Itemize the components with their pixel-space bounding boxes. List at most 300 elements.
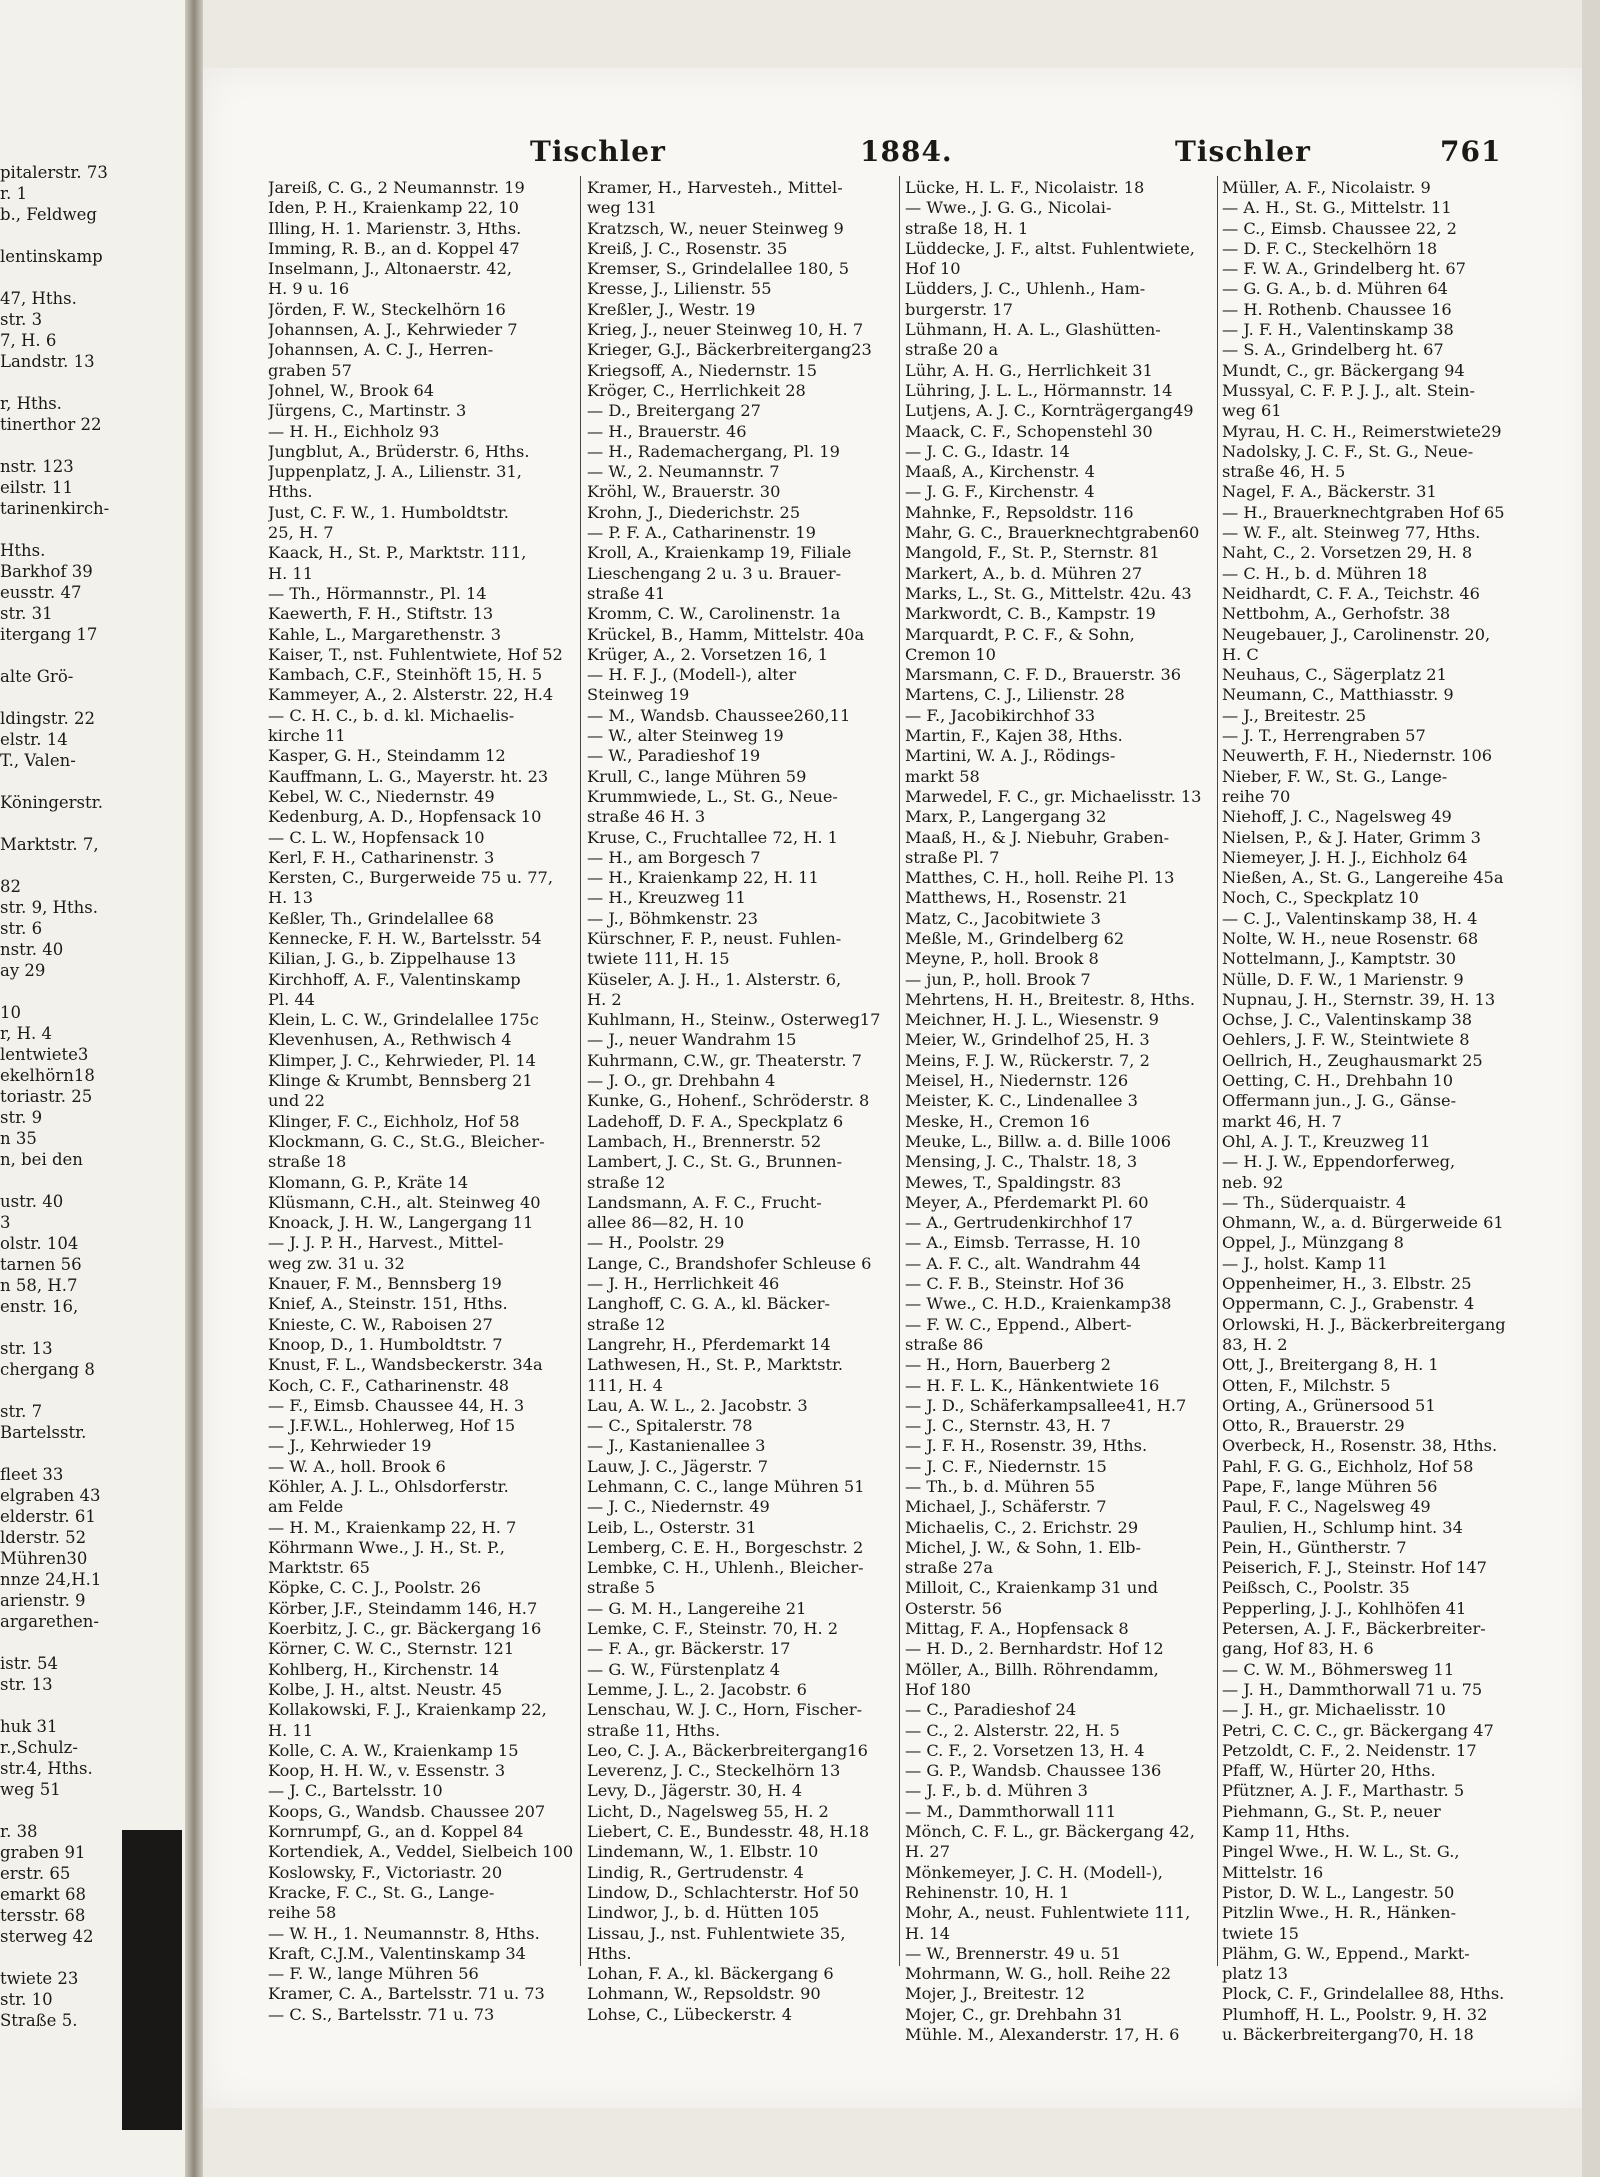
facing-page-line: 7, H. 6: [0, 331, 57, 350]
directory-entry: Lohse, C., Lübeckerstr. 4: [587, 2004, 793, 2024]
directory-entry: H. 13: [268, 888, 314, 908]
directory-entry: — J. F., b. d. Mühren 3: [905, 1781, 1088, 1801]
directory-entry: Oehlers, J. F. W., Steintwiete 8: [1222, 1030, 1470, 1050]
directory-entry: Johnel, W., Brook 64: [268, 380, 435, 400]
directory-entry: straße 86: [905, 1334, 984, 1354]
directory-entry: Markert, A., b. d. Mühren 27: [905, 563, 1143, 583]
directory-entry: Kreiß, J. C., Rosenstr. 35: [587, 238, 788, 258]
facing-page-line: 10: [0, 1003, 21, 1022]
directory-entry: Mojer, J., Breitestr. 12: [905, 1984, 1085, 2004]
directory-entry: und 22: [268, 1091, 325, 1111]
directory-entry: Knust, F. L., Wandsbeckerstr. 34a: [268, 1355, 543, 1375]
facing-page-line: str. 3: [0, 310, 43, 329]
facing-page-line: eilstr. 11: [0, 478, 73, 497]
directory-entry: Lühmann, H. A. L., Glashütten-: [905, 320, 1161, 340]
facing-page-line: fleet 33: [0, 1465, 64, 1484]
directory-entry: — F., Jacobikirchhof 33: [905, 705, 1096, 725]
directory-entry: Mewes, T., Spaldingstr. 83: [905, 1172, 1122, 1192]
directory-entry: — J. C., Sternstr. 43, H. 7: [905, 1416, 1112, 1436]
directory-entry: — W., 2. Neumannstr. 7: [587, 462, 780, 482]
directory-entry: Oppenheimer, H., 3. Elbstr. 25: [1222, 1274, 1472, 1294]
directory-entry: am Felde: [268, 1497, 344, 1517]
page-number: 761: [1440, 135, 1502, 168]
directory-entry: — C. J., Valentinskamp 38, H. 4: [1222, 908, 1478, 928]
facing-page-line: lderstr. 52: [0, 1528, 87, 1547]
directory-entry: — C. F. B., Steinstr. Hof 36: [905, 1274, 1125, 1294]
directory-entry: — F. W. C., Eppend., Albert-: [905, 1314, 1132, 1334]
directory-entry: Oppermann, C. J., Grabenstr. 4: [1222, 1294, 1475, 1314]
directory-entry: — C. W. M., Böhmersweg 11: [1222, 1659, 1455, 1679]
directory-entry: Knoack, J. H. W., Langergang 11: [268, 1213, 534, 1233]
directory-entry: Johannsen, A. C. J., Herren-: [268, 340, 494, 360]
directory-entry: — A. H., St. G., Mittelstr. 11: [1222, 198, 1452, 218]
facing-page-line: [0, 855, 185, 876]
directory-entry: straße Pl. 7: [905, 847, 1000, 867]
directory-entry: — F. W., lange Mühren 56: [268, 1964, 479, 1984]
directory-entry: — J. T., Herrengraben 57: [1222, 726, 1426, 746]
directory-entry: markt 58: [905, 766, 980, 786]
directory-entry: Knauer, F. M., Bennsberg 19: [268, 1274, 502, 1294]
directory-entry: Köpke, C. C. J., Poolstr. 26: [268, 1578, 481, 1598]
facing-page-line: graben 91: [0, 1843, 86, 1862]
directory-entry: Naht, C., 2. Vorsetzen 29, H. 8: [1222, 543, 1473, 563]
directory-entry: Lindow, D., Schlachterstr. Hof 50: [587, 1882, 859, 1902]
directory-entry: Cremon 10: [905, 644, 996, 664]
directory-entry: Hths.: [587, 1943, 632, 1963]
directory-entry: Pahl, F. G. G., Eichholz, Hof 58: [1222, 1456, 1474, 1476]
directory-entry: Krückel, B., Hamm, Mittelstr. 40a: [587, 624, 865, 644]
header-left-title: Tischler: [530, 135, 666, 168]
column-rule: [1217, 176, 1218, 1966]
directory-entry: Markwordt, C. B., Kampstr. 19: [905, 604, 1156, 624]
directory-entry: Leib, L., Osterstr. 31: [587, 1517, 757, 1537]
directory-entry: — H., Kraienkamp 22, H. 11: [587, 868, 819, 888]
directory-entry: Kasper, G. H., Steindamm 12: [268, 746, 506, 766]
facing-page-line: str. 7: [0, 1402, 43, 1421]
directory-entry: Mönch, C. F. L., gr. Bäckergang 42,: [905, 1822, 1195, 1842]
directory-entry: Pfaff, W., Hürter 20, Hths.: [1222, 1761, 1436, 1781]
directory-entry: Peiserich, F. J., Steinstr. Hof 147: [1222, 1558, 1487, 1578]
directory-entry: Nagel, F. A., Bäckerstr. 31: [1222, 482, 1437, 502]
directory-entry: Nülle, D. F. W., 1 Marienstr. 9: [1222, 969, 1464, 989]
directory-entry: Lühr, A. H. G., Herrlichkeit 31: [905, 360, 1153, 380]
directory-entry: Otten, F., Milchstr. 5: [1222, 1375, 1391, 1395]
directory-entry: Kracke, F. C., St. G., Lange-: [268, 1882, 495, 1902]
directory-entry: — S. A., Grindelberg ht. 67: [1222, 340, 1444, 360]
directory-column-4: [1222, 178, 1534, 2045]
directory-entry: Milloit, C., Kraienkamp 31 und: [905, 1578, 1159, 1598]
directory-entry: Michaelis, C., 2. Erichstr. 29: [905, 1517, 1139, 1537]
directory-entry: Jungblut, A., Brüderstr. 6, Hths.: [268, 441, 530, 461]
facing-page-line: lentwiete3: [0, 1045, 89, 1064]
directory-entry: H. 11: [268, 1720, 314, 1740]
directory-entry: straße 5: [587, 1578, 656, 1598]
facing-page-line: pitalerstr. 73: [0, 163, 108, 182]
directory-entry: reihe 58: [268, 1903, 337, 1923]
directory-entry: Koch, C. F., Catharinenstr. 48: [268, 1375, 510, 1395]
facing-page-line: sterweg 42: [0, 1927, 94, 1946]
directory-entry: Meins, F. J. W., Rückerstr. 7, 2: [905, 1050, 1150, 1070]
directory-entry: Lindemann, W., 1. Elbstr. 10: [587, 1842, 819, 1862]
directory-entry: straße 11, Hths.: [587, 1720, 721, 1740]
facing-page-line: toriastr. 25: [0, 1087, 93, 1106]
directory-entry: Meisel, H., Niedernstr. 126: [905, 1071, 1129, 1091]
directory-entry: — H., Rademachergang, Pl. 19: [587, 441, 840, 461]
facing-page-line: ustr. 40: [0, 1192, 64, 1211]
directory-entry: Mühle. M., Alexanderstr. 17, H. 6: [905, 2025, 1180, 2045]
header-year: 1884.: [860, 135, 953, 168]
directory-entry: Matthes, C. H., holl. Reihe Pl. 13: [905, 868, 1175, 888]
directory-entry: Krieg, J., neuer Steinweg 10, H. 7: [587, 320, 864, 340]
directory-entry: Ohl, A. J. T., Kreuzweg 11: [1222, 1131, 1431, 1151]
directory-entry: Langhoff, C. G. A., kl. Bäcker-: [587, 1294, 830, 1314]
directory-entry: — W. F., alt. Steinweg 77, Hths.: [1222, 523, 1481, 543]
directory-entry: Oetting, C. H., Drehbahn 10: [1222, 1071, 1454, 1091]
directory-entry: Pingel Wwe., H. W. L., St. G.,: [1222, 1842, 1460, 1862]
facing-page-line: n 35: [0, 1129, 37, 1148]
facing-page-line: [0, 687, 185, 708]
directory-entry: — A. F. C., alt. Wandrahm 44: [905, 1253, 1141, 1273]
directory-entry: Kröhl, W., Brauerstr. 30: [587, 482, 781, 502]
directory-entry: 25, H. 7: [268, 523, 334, 543]
facing-page-line: tarnen 56: [0, 1255, 82, 1274]
directory-entry: Klüsmann, C.H., alt. Steinweg 40: [268, 1192, 541, 1212]
directory-entry: Pepperling, J. J., Kohlhöfen 41: [1222, 1598, 1467, 1618]
directory-entry: — J. C. F., Niedernstr. 15: [905, 1456, 1107, 1476]
directory-entry: Nieber, F. W., St. G., Lange-: [1222, 766, 1448, 786]
directory-entry: — Wwe., C. H.D., Kraienkamp38: [905, 1294, 1172, 1314]
facing-page-line: weg 51: [0, 1780, 61, 1799]
facing-page-line: [0, 372, 185, 393]
directory-entry: Overbeck, H., Rosenstr. 38, Hths.: [1222, 1436, 1498, 1456]
directory-entry: Lambach, H., Brennerstr. 52: [587, 1131, 822, 1151]
directory-entry: — P. F. A., Catharinenstr. 19: [587, 523, 816, 543]
facing-page-line: n 58, H.7: [0, 1276, 78, 1295]
directory-entry: Landsmann, A. F. C., Frucht-: [587, 1192, 822, 1212]
directory-entry: — H. J. W., Eppendorferweg,: [1222, 1152, 1456, 1172]
directory-entry: Kratzsch, W., neuer Steinweg 9: [587, 218, 844, 238]
directory-entry: reihe 70: [1222, 786, 1291, 806]
directory-entry: weg zw. 31 u. 32: [268, 1253, 405, 1273]
directory-entry: Lutjens, A. J. C., Kornträgergang49: [905, 401, 1194, 421]
directory-entry: — C., Paradieshof 24: [905, 1700, 1077, 1720]
directory-entry: Mussyal, C. F. P. J. J., alt. Stein-: [1222, 380, 1475, 400]
facing-page-line: [0, 435, 185, 456]
directory-entry: Lambert, J. C., St. G., Brunnen-: [587, 1152, 843, 1172]
directory-entry: H. 11: [268, 563, 314, 583]
directory-entry: burgerstr. 17: [905, 299, 1013, 319]
directory-entry: — H., am Borgesch 7: [587, 847, 761, 867]
directory-entry: — H., Horn, Bauerberg 2: [905, 1355, 1111, 1375]
binding-shadow: [122, 1830, 182, 2130]
directory-entry: Myrau, H. C. H., Reimerstwiete29: [1222, 421, 1502, 441]
facing-page-line: str.4, Hths.: [0, 1759, 93, 1778]
directory-entry: Kilian, J. G., b. Zippelhause 13: [268, 949, 516, 969]
directory-entry: Nießen, A., St. G., Langereihe 45a: [1222, 868, 1504, 888]
directory-entry: Nupnau, J. H., Sternstr. 39, H. 13: [1222, 989, 1496, 1009]
facing-page-line: T., Valen-: [0, 751, 76, 770]
directory-entry: — D. F. C., Steckelhörn 18: [1222, 238, 1438, 258]
directory-entry: Mensing, J. C., Thalstr. 18, 3: [905, 1152, 1138, 1172]
directory-entry: Marx, P., Langergang 32: [905, 807, 1107, 827]
directory-entry: Lange, C., Brandshofer Schleuse 6: [587, 1253, 872, 1273]
directory-entry: Petersen, A. J. F., Bäckerbreiter-: [1222, 1619, 1486, 1639]
directory-entry: Leverenz, J. C., Steckelhörn 13: [587, 1761, 841, 1781]
directory-entry: Mohrmann, W. G., holl. Reihe 22: [905, 1964, 1172, 1984]
directory-entry: H. 9 u. 16: [268, 279, 350, 299]
directory-entry: Meister, K. C., Lindenallee 3: [905, 1091, 1138, 1111]
directory-entry: straße 41: [587, 583, 666, 603]
directory-entry: Kebel, W. C., Niedernstr. 49: [268, 786, 495, 806]
directory-entry: — J., Kehrwieder 19: [268, 1436, 432, 1456]
directory-entry: Lindig, R., Gertrudenstr. 4: [587, 1862, 804, 1882]
facing-page-line: elderstr. 61: [0, 1507, 96, 1526]
directory-entry: Meier, W., Grindelhof 25, H. 3: [905, 1030, 1150, 1050]
directory-entry: Niemeyer, J. H. J., Eichholz 64: [1222, 847, 1468, 867]
facing-page-line: Straße 5.: [0, 2011, 78, 2030]
directory-entry: Iden, P. H., Kraienkamp 22, 10: [268, 198, 519, 218]
directory-entry: Mittelstr. 16: [1222, 1862, 1324, 1882]
directory-entry: — H. F. L. K., Hänkentwiete 16: [905, 1375, 1160, 1395]
directory-entry: Kramer, H., Harvesteh., Mittel-: [587, 178, 843, 197]
directory-entry: — J. O., gr. Drehbahn 4: [587, 1071, 776, 1091]
directory-entry: twiete 111, H. 15: [587, 949, 730, 969]
directory-entry: Neidhardt, C. F. A., Teichstr. 46: [1222, 583, 1480, 603]
directory-entry: — J. F. H., Rosenstr. 39, Hths.: [905, 1436, 1148, 1456]
directory-entry: — G. M. H., Langereihe 21: [587, 1598, 807, 1618]
directory-entry: gang, Hof 83, H. 6: [1222, 1639, 1374, 1659]
facing-page-line: [0, 771, 185, 792]
directory-entry: Mahr, G. C., Brauerknechtgraben60: [905, 523, 1200, 543]
directory-entry: Mehrtens, H. H., Breitestr. 8, Hths.: [905, 989, 1196, 1009]
directory-entry: Klinger, F. C., Eichholz, Hof 58: [268, 1111, 520, 1131]
book-gutter: [185, 0, 203, 2177]
facing-page-line: nnze 24,H.1: [0, 1570, 102, 1589]
directory-entry: Lemme, J. L., 2. Jacobstr. 6: [587, 1679, 807, 1699]
facing-page-line: Köningerstr.: [0, 793, 103, 812]
directory-entry: Ochse, J. C., Valentinskamp 38: [1222, 1010, 1473, 1030]
directory-entry: — C. L. W., Hopfensack 10: [268, 827, 485, 847]
directory-entry: Kraft, C.J.M., Valentinskamp 34: [268, 1943, 526, 1963]
directory-entry: Meyne, P., holl. Brook 8: [905, 949, 1099, 969]
directory-entry: Rehinenstr. 10, H. 1: [905, 1882, 1070, 1902]
directory-entry: Plähm, G. W., Eppend., Markt-: [1222, 1943, 1470, 1963]
directory-entry: Meuke, L., Billw. a. d. Bille 1006: [905, 1131, 1172, 1151]
directory-column-3: [905, 178, 1217, 2045]
facing-page-line: emarkt 68: [0, 1885, 87, 1904]
directory-entry: — J. D., Schäferkampsallee41, H.7: [905, 1395, 1187, 1415]
directory-entry: Möller, A., Billh. Röhrendamm,: [905, 1659, 1159, 1679]
directory-entry: Johannsen, A. J., Kehrwieder 7: [268, 320, 518, 340]
directory-entry: Kornrumpf, G., an d. Koppel 84: [268, 1822, 524, 1842]
directory-entry: Meßle, M., Grindelberg 62: [905, 928, 1125, 948]
directory-entry: Köhler, A. J. L., Ohlsdorferstr.: [268, 1477, 509, 1496]
facing-page-line: [0, 267, 185, 288]
directory-entry: Lieschengang 2 u. 3 u. Brauer-: [587, 563, 842, 583]
directory-entry: Pein, H., Güntherstr. 7: [1222, 1537, 1407, 1557]
directory-entry: Knieste, C. W., Raboisen 27: [268, 1314, 493, 1334]
directory-entry: Mönkemeyer, J. C. H. (Modell-),: [905, 1862, 1163, 1882]
directory-entry: Mojer, C., gr. Drehbahn 31: [905, 2004, 1124, 2024]
directory-entry: Hof 10: [905, 259, 961, 279]
facing-page-line: r, H. 4: [0, 1024, 52, 1043]
directory-entry: Marks, L., St. G., Mittelstr. 42u. 43: [905, 583, 1192, 603]
directory-entry: Kaiser, T., nst. Fuhlentwiete, Hof 52: [268, 644, 563, 664]
directory-entry: Klevenhusen, A., Rethwisch 4: [268, 1030, 512, 1050]
directory-entry: Jörden, F. W., Steckelhörn 16: [268, 299, 506, 319]
directory-entry: Klimper, J. C., Kehrwieder, Pl. 14: [268, 1050, 536, 1070]
facing-page-line: ay 29: [0, 961, 46, 980]
directory-entry: straße 12: [587, 1172, 666, 1192]
directory-entry: Lauw, J. C., Jägerstr. 7: [587, 1456, 768, 1476]
directory-entry: Knoop, D., 1. Humboldtstr. 7: [268, 1334, 503, 1354]
directory-entry: Kröger, C., Herrlichkeit 28: [587, 380, 806, 400]
directory-entry: — J. G. F., Kirchenstr. 4: [905, 482, 1095, 502]
facing-page-line: [0, 1443, 185, 1464]
directory-entry: Klinge & Krumbt, Bennsberg 21: [268, 1071, 533, 1091]
directory-entry: Kuhlmann, H., Steinw., Osterweg17: [587, 1010, 881, 1030]
directory-entry: Kruse, C., Fruchtallee 72, H. 1: [587, 827, 838, 847]
directory-entry: Niehoff, J. C., Nagelsweg 49: [1222, 807, 1452, 827]
directory-entry: — A., Gertrudenkirchhof 17: [905, 1213, 1133, 1233]
facing-page-line: r. 1: [0, 184, 28, 203]
directory-entry: Kuhrmann, C.W., gr. Theaterstr. 7: [587, 1050, 862, 1070]
directory-entry: — J., Kastanienallee 3: [587, 1436, 766, 1456]
facing-page-line: r, Hths.: [0, 394, 62, 413]
directory-entry: Kolle, C. A. W., Kraienkamp 15: [268, 1740, 519, 1760]
directory-entry: Knief, A., Steinstr. 151, Hths.: [268, 1294, 508, 1314]
column-rule: [580, 176, 581, 1966]
facing-page-line: elstr. 14: [0, 730, 68, 749]
directory-entry: — H., Poolstr. 29: [587, 1233, 725, 1253]
facing-page-line: Barkhof 39: [0, 562, 93, 581]
directory-entry: Krüger, A., 2. Vorsetzen 16, 1: [587, 644, 829, 664]
directory-entry: — J., Böhmkenstr. 23: [587, 908, 758, 928]
directory-entry: Lüdders, J. C., Uhlenh., Ham-: [905, 279, 1146, 299]
directory-entry: Kroll, A., Kraienkamp 19, Filiale: [587, 543, 852, 563]
directory-entry: allee 86—82, H. 10: [587, 1213, 744, 1233]
directory-entry: — J. F. H., Valentinskamp 38: [1222, 320, 1454, 340]
facing-page-line: [0, 519, 185, 540]
facing-page-line: nstr. 123: [0, 457, 74, 476]
directory-entry: Köhrmann Wwe., J. H., St. P.,: [268, 1537, 505, 1557]
directory-entry: — W., Paradieshof 19: [587, 746, 761, 766]
directory-entry: Nettbohm, A., Gerhofstr. 38: [1222, 604, 1451, 624]
directory-entry: Meske, H., Cremon 16: [905, 1111, 1090, 1131]
facing-page-line: tarinenkirch-: [0, 499, 110, 518]
directory-entry: Koops, G., Wandsb. Chaussee 207: [268, 1801, 546, 1821]
directory-entry: straße 20 a: [905, 340, 999, 360]
page-header: [240, 135, 1570, 175]
directory-entry: — C., Spitalerstr. 78: [587, 1416, 753, 1436]
directory-entry: Kaewerth, F. H., Stiftstr. 13: [268, 604, 494, 624]
directory-entry: straße 18: [268, 1152, 347, 1172]
directory-entry: Lemberg, C. E. H., Borgeschstr. 2: [587, 1537, 864, 1557]
facing-page-line: [0, 1800, 185, 1821]
directory-entry: — C. S., Bartelsstr. 71 u. 73: [268, 2004, 495, 2024]
facing-page-line: twiete 23: [0, 1969, 79, 1988]
directory-entry: Körner, C. W. C., Sternstr. 121: [268, 1639, 515, 1659]
directory-entry: — F. W. A., Grindelberg ht. 67: [1222, 259, 1466, 279]
directory-entry: Marktstr. 65: [268, 1558, 370, 1578]
directory-entry: — C., 2. Alsterstr. 22, H. 5: [905, 1720, 1120, 1740]
directory-entry: Oppel, J., Münzgang 8: [1222, 1233, 1404, 1253]
directory-entry: — H. Rothenb. Chaussee 16: [1222, 299, 1452, 319]
directory-entry: Martin, F., Kajen 38, Hths.: [905, 726, 1123, 746]
facing-page-line: [0, 645, 185, 666]
directory-entry: platz 13: [1222, 1964, 1288, 1984]
facing-page-line: str. 6: [0, 919, 43, 938]
directory-entry: kirche 11: [268, 726, 346, 746]
directory-entry: Klockmann, G. C., St.G., Bleicher-: [268, 1131, 545, 1151]
directory-entry: — W., alter Steinweg 19: [587, 726, 784, 746]
directory-entry: Hof 180: [905, 1679, 971, 1699]
facing-page-line: [0, 981, 185, 1002]
directory-entry: Mohr, A., neust. Fuhlentwiete 111,: [905, 1903, 1191, 1923]
facing-page-line: [0, 1380, 185, 1401]
directory-entry: — G. W., Fürstenplatz 4: [587, 1659, 781, 1679]
directory-entry: Langrehr, H., Pferdemarkt 14: [587, 1334, 831, 1354]
directory-entry: — J., neuer Wandrahm 15: [587, 1030, 797, 1050]
facing-page-line: Bartelsstr.: [0, 1423, 87, 1442]
directory-entry: Leo, C. J. A., Bäckerbreitergang16: [587, 1740, 868, 1760]
directory-entry: Licht, D., Nagelsweg 55, H. 2: [587, 1801, 829, 1821]
directory-entry: — W., Brennerstr. 49 u. 51: [905, 1943, 1122, 1963]
directory-entry: — M., Wandsb. Chaussee260,11: [587, 705, 851, 725]
facing-page-line: itergang 17: [0, 625, 98, 644]
directory-entry: Lathwesen, H., St. P., Marktstr.: [587, 1355, 844, 1375]
directory-entry: 111, H. 4: [587, 1375, 663, 1395]
directory-entry: Lau, A. W. L., 2. Jacobstr. 3: [587, 1395, 808, 1415]
directory-entry: — G. P., Wandsb. Chaussee 136: [905, 1761, 1162, 1781]
directory-entry: Klein, L. C. W., Grindelallee 175c: [268, 1010, 539, 1030]
directory-entry: Pl. 44: [268, 989, 315, 1009]
directory-entry: H. 27: [905, 1842, 951, 1862]
directory-entry: Kollakowski, F. J., Kraienkamp 22,: [268, 1700, 547, 1720]
facing-page-line: 82: [0, 877, 21, 896]
directory-entry: — H., Brauerknechtgraben Hof 65: [1222, 502, 1505, 522]
directory-entry: Martini, W. A. J., Rödings-: [905, 746, 1116, 766]
directory-entry: Müller, A. F., Nicolaistr. 9: [1222, 178, 1431, 197]
directory-entry: — Wwe., J. G. G., Nicolai-: [905, 198, 1112, 218]
directory-entry: Krummwiede, L., St. G., Neue-: [587, 786, 838, 806]
directory-entry: Marquardt, P. C. F., & Sohn,: [905, 624, 1135, 644]
directory-entry: Lembke, C. H., Uhlenh., Bleicher-: [587, 1558, 864, 1578]
directory-entry: — C., Eimsb. Chaussee 22, 2: [1222, 218, 1457, 238]
directory-entry: Lemke, C. F., Steinstr. 70, H. 2: [587, 1619, 839, 1639]
directory-entry: — J., holst. Kamp 11: [1222, 1253, 1388, 1273]
directory-entry: Petzoldt, C. F., 2. Neidenstr. 17: [1222, 1740, 1477, 1760]
facing-page-line: erstr. 65: [0, 1864, 71, 1883]
facing-page-line: chergang 8: [0, 1360, 95, 1379]
directory-entry: — J. C. G., Idastr. 14: [905, 441, 1070, 461]
directory-entry: Kamp 11, Hths.: [1222, 1822, 1350, 1842]
directory-entry: Pistor, D. W. L., Langestr. 50: [1222, 1882, 1455, 1902]
directory-entry: Jürgens, C., Martinstr. 3: [268, 401, 467, 421]
directory-entry: H. 2: [587, 989, 622, 1009]
directory-entry: Ladehoff, D. F. A., Speckplatz 6: [587, 1111, 844, 1131]
directory-entry: Meichner, H. J. L., Wiesenstr. 9: [905, 1010, 1159, 1030]
directory-entry: Levy, D., Jägerstr. 30, H. 4: [587, 1781, 803, 1801]
directory-entry: — D., Breitergang 27: [587, 401, 761, 421]
directory-entry: — H., Brauerstr. 46: [587, 421, 747, 441]
directory-entry: Steinweg 19: [587, 685, 690, 705]
directory-entry: Mittag, F. A., Hopfensack 8: [905, 1619, 1129, 1639]
directory-entry: H. C: [1222, 644, 1259, 664]
directory-entry: Nadolsky, J. C. F., St. G., Neue-: [1222, 441, 1474, 461]
directory-entry: — J. H., gr. Michaelisstr. 10: [1222, 1700, 1446, 1720]
directory-entry: Koslowsky, F., Victoriastr. 20: [268, 1862, 503, 1882]
